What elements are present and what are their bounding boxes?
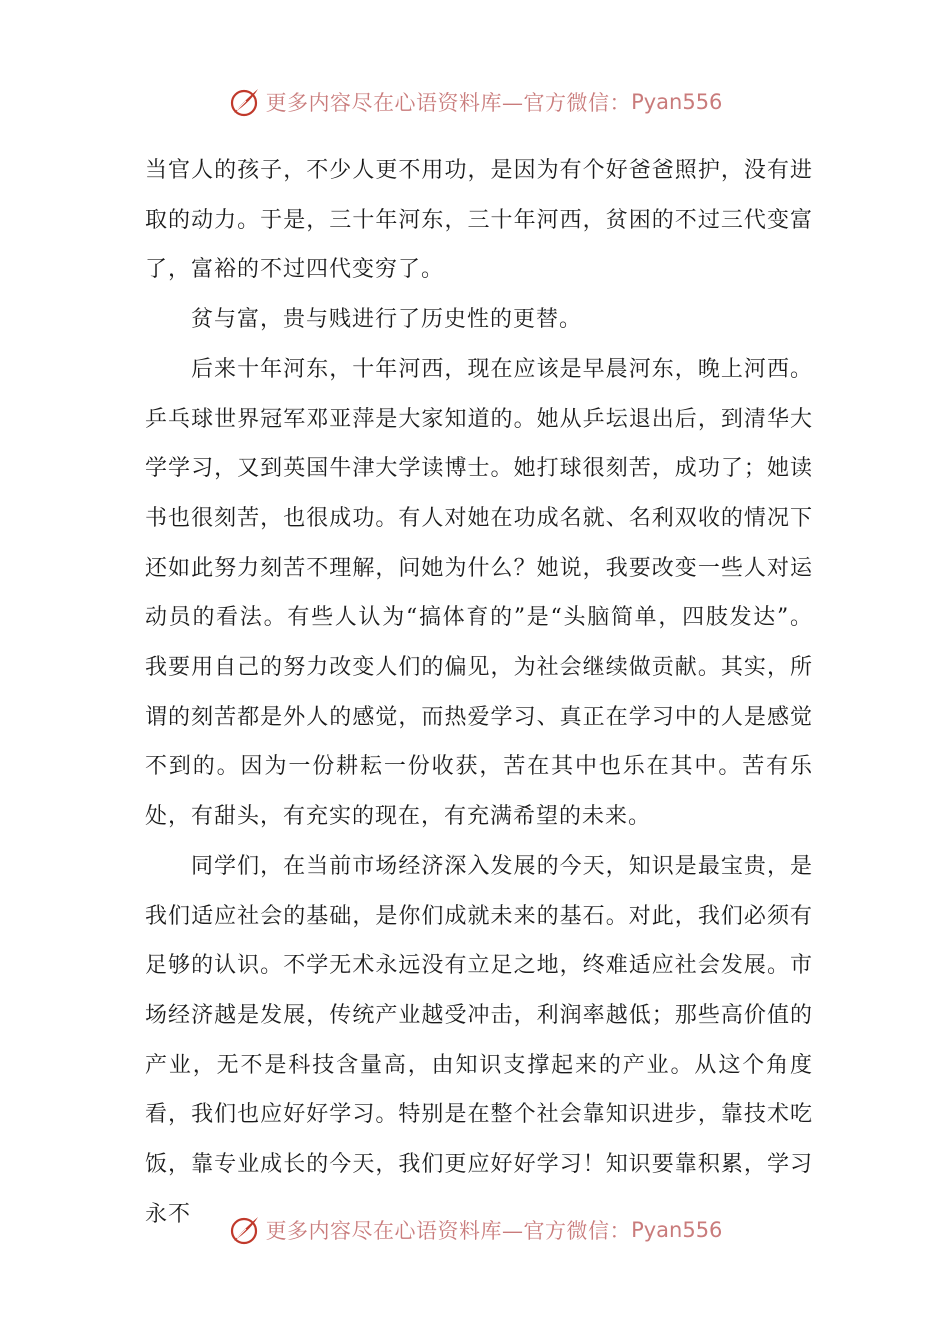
- paragraph-4: 同学们，在当前市场经济深入发展的今天，知识是最宝贵，是我们适应社会的基础，是你们成就未来的基石。对此，我们必须有足够的认识。不学无术永远没有立足之地，终难适应社会发展。市场经济越是发展，传统产业越受冲击，利润率越低；那些高价值的产业，无不是科技含量高，由知识支撑起来的产业。从这个角度看，我们也应好好学习。特别是在整个社会靠知识进步，靠技术吃饭，靠专业成长的今天，我们更应好好学习！知识要靠积累，学习永不: [145, 853, 813, 1227]
- banner-wechat-id: Pyan556: [631, 1218, 723, 1242]
- banner-wechat-id: Pyan556: [631, 90, 723, 114]
- header-watermark-banner: [0, 82, 950, 122]
- banner-text: 更多内容尽在心语资料库—官方微信：: [265, 1219, 632, 1243]
- quill-pen-circle-icon: [228, 85, 262, 119]
- document-body: [145, 146, 813, 1239]
- paragraph-3: 后来十年河东，十年河西，现在应该是早晨河东，晚上河西。乒乓球世界冠军邓亚萍是大家知道的。她从乒坛退出后，到清华大学学习，又到英国牛津大学读博士。她打球很刻苦，成功了；她读书也很刻苦，也很成功。有人对她在功成名就、名利双收的情况下还如此努力刻苦不理解，问她为什么？她说，我要改变一些人对运动员的看法。有些人认为“搞体育的”是“头脑简单，四肢发达”。我要用自己的努力改变人们的偏见，为社会继续做贡献。其实，所谓的刻苦都是外人的感觉，而热爱学习、真正在学习中的人是感觉不到的。因为一份耕耘一份收获，苦在其中也乐在其中。苦有乐处，有甜头，有充实的现在，有充满希望的未来。: [145, 356, 813, 830]
- paragraph-2: 贫与富，贵与贱进行了历史性的更替。: [191, 307, 583, 333]
- banner-text: 更多内容尽在心语资料库—官方微信：: [265, 91, 632, 115]
- paragraph-1: 当官人的孩子，不少人更不用功，是因为有个好爸爸照护，没有进取的动力。于是，三十年河东，三十年河西，贫困的不过三代变富了，富裕的不过四代变穷了。: [145, 158, 813, 283]
- quill-pen-circle-icon: [228, 1213, 262, 1247]
- footer-watermark-banner: [0, 1210, 950, 1250]
